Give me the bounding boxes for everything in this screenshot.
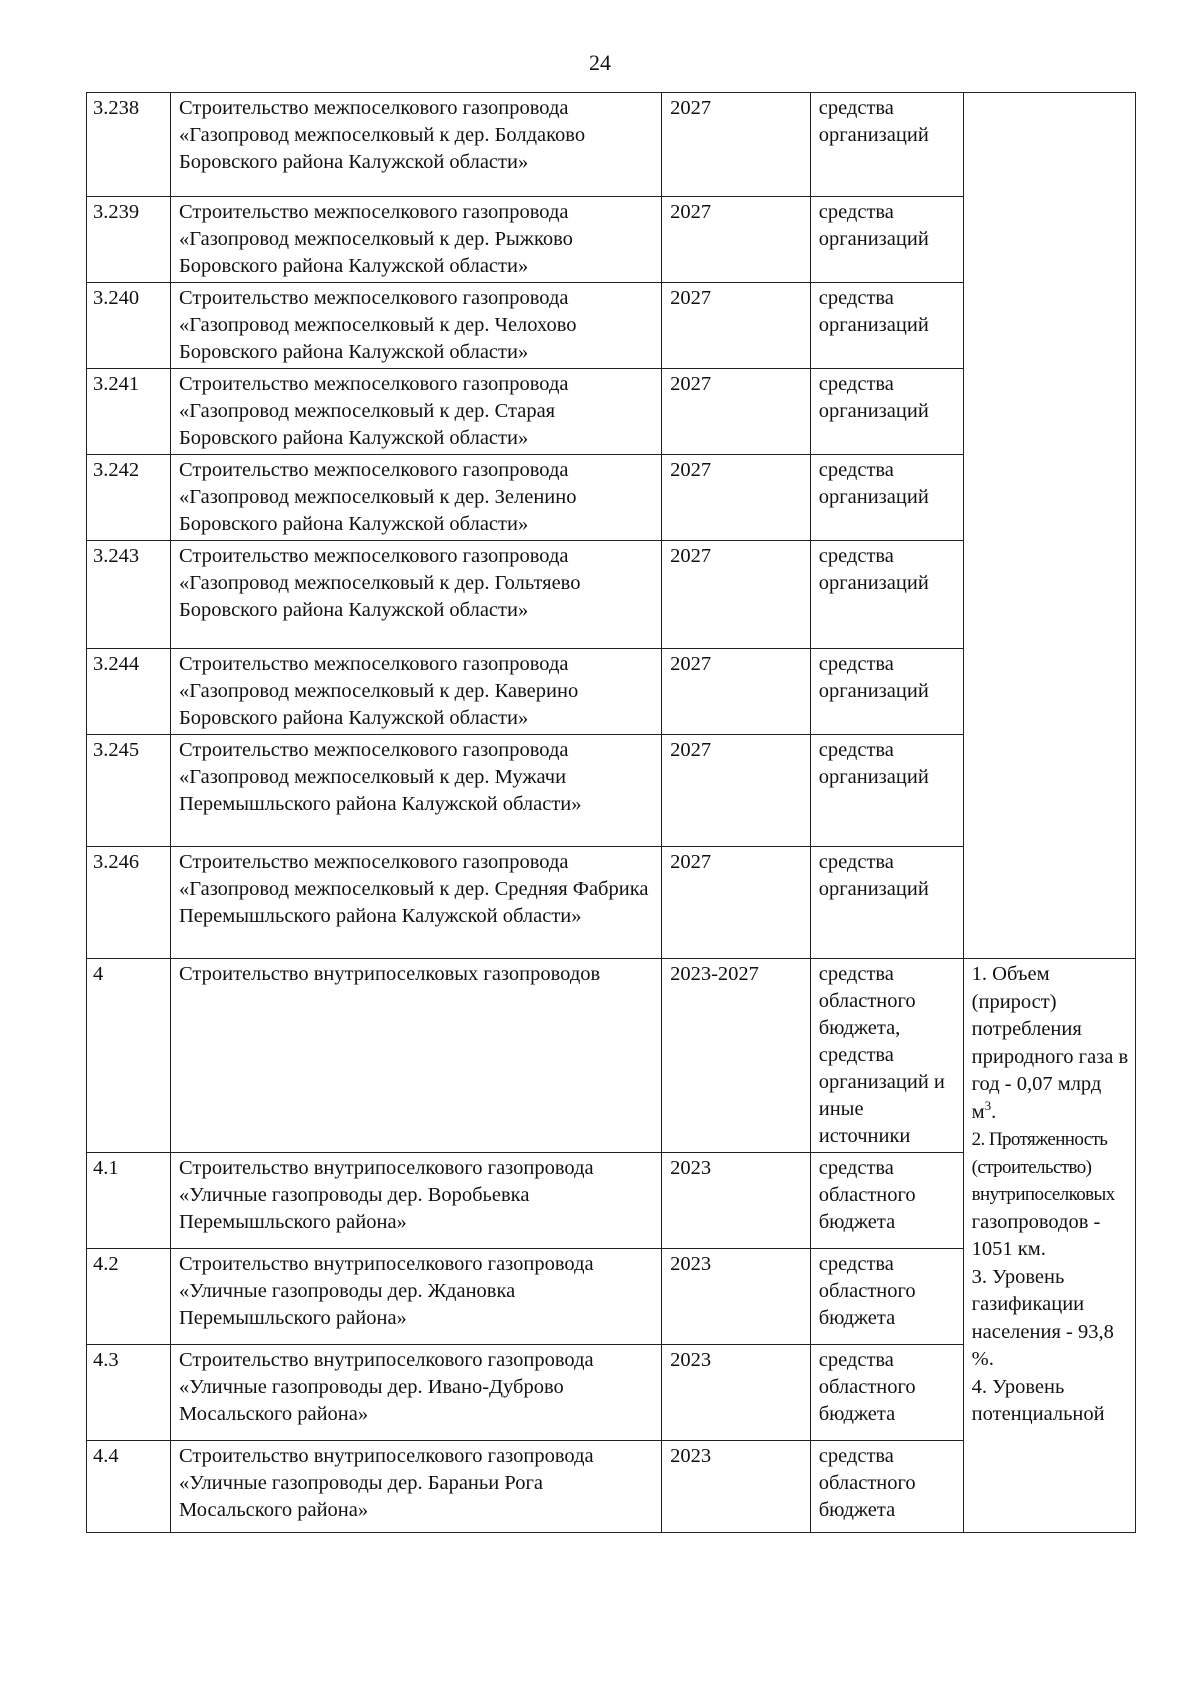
- item-number: 4.1: [87, 1153, 171, 1249]
- item-funding-source: средства организаций: [810, 197, 963, 283]
- item-number: 3.246: [87, 847, 171, 959]
- item-title: Строительство межпоселкового газопровода «Газопровод межпоселковый к дер. Мужачи Перемышльского района Калужской области»: [171, 735, 662, 847]
- item-number: 3.243: [87, 541, 171, 649]
- item-number: 4.2: [87, 1249, 171, 1345]
- item-title: Строительство внутрипоселкового газопровода «Уличные газопроводы дер. Ждановка Перемышльского района»: [171, 1249, 662, 1345]
- item-funding-source: средства областного бюджета: [810, 1249, 963, 1345]
- item-title: Строительство внутрипоселкового газопровода «Уличные газопроводы дер. Бараньи Рога Мосальского района»: [171, 1441, 662, 1533]
- item-number: 4: [87, 959, 171, 1153]
- item-funding-source: средства организаций: [810, 369, 963, 455]
- item-title: Строительство межпоселкового газопровода «Газопровод межпоселковый к дер. Гольтяево Боровского района Калужской области»: [171, 541, 662, 649]
- item-title: Строительство межпоселкового газопровода «Газопровод межпоселковый к дер. Старая Боровского района Калужской области»: [171, 369, 662, 455]
- item-funding-source: средства областного бюджета, средства организаций и иные источники: [810, 959, 963, 1153]
- item-number: 4.3: [87, 1345, 171, 1441]
- item-year: 2027: [662, 283, 811, 369]
- item-year: 2027: [662, 735, 811, 847]
- gas-pipeline-plan-table: [86, 92, 1136, 1533]
- item-number: 3.240: [87, 283, 171, 369]
- item-number: 3.242: [87, 455, 171, 541]
- indicator-2: 2. Протяженность (строительство) внутрипоселковых газопроводов - 1051 км.: [971, 1129, 1115, 1260]
- item-year: 2027: [662, 541, 811, 649]
- item-number: 3.238: [87, 93, 171, 197]
- item-title: Строительство межпоселкового газопровода «Газопровод межпоселковый к дер. Зеленино Боровского района Калужской области»: [171, 455, 662, 541]
- item-year: 2027: [662, 93, 811, 197]
- item-number: 3.244: [87, 649, 171, 735]
- item-title: Строительство межпоселкового газопровода «Газопровод межпоселковый к дер. Средняя Фабрика Перемышльского района Калужской области»: [171, 847, 662, 959]
- item-funding-source: средства областного бюджета: [810, 1441, 963, 1533]
- indicator-4: 4. Уровень потенциальной: [971, 1375, 1105, 1425]
- indicator-3: 3. Уровень газификации населения - 93,8 %.: [971, 1265, 1114, 1370]
- item-year: 2023-2027: [662, 959, 811, 1153]
- item-year: 2027: [662, 455, 811, 541]
- table-row: [87, 93, 1136, 197]
- item-funding-source: средства областного бюджета: [810, 1345, 963, 1441]
- indicator-1: 1. Объем (прирост) потребления природного газа в год - 0,07 млрд $м^3$.: [971, 963, 1129, 1123]
- item-funding-source: средства организаций: [810, 455, 963, 541]
- item-title: Строительство внутрипоселковых газопроводов: [171, 959, 662, 1153]
- item-funding-source: средства организаций: [810, 541, 963, 649]
- item-title: Строительство межпоселкового газопровода «Газопровод межпоселковый к дер. Каверино Боровского района Калужской области»: [171, 649, 662, 735]
- page-number: 24: [589, 50, 611, 75]
- item-funding-source: средства организаций: [810, 649, 963, 735]
- item-year: 2027: [662, 649, 811, 735]
- item-year: 2023: [662, 1249, 811, 1345]
- item-year: 2027: [662, 369, 811, 455]
- item-funding-source: средства организаций: [810, 735, 963, 847]
- item-year: 2023: [662, 1153, 811, 1249]
- item-number: 3.241: [87, 369, 171, 455]
- item-title: Строительство межпоселкового газопровода «Газопровод межпоселковый к дер. Рыжково Боровского района Калужской области»: [171, 197, 662, 283]
- item-year: 2027: [662, 197, 811, 283]
- item-number: 3.245: [87, 735, 171, 847]
- item-year: 2027: [662, 847, 811, 959]
- item-funding-source: средства организаций: [810, 847, 963, 959]
- item-funding-source: средства организаций: [810, 93, 963, 197]
- item-title: Строительство межпоселкового газопровода «Газопровод межпоселковый к дер. Болдаково Боровского района Калужской области»: [171, 93, 662, 197]
- item-number: 4.4: [87, 1441, 171, 1533]
- indicator-cell-empty: [963, 93, 1135, 959]
- item-title: Строительство межпоселкового газопровода «Газопровод межпоселковый к дер. Челохово Боровского района Калужской области»: [171, 283, 662, 369]
- item-title: Строительство внутрипоселкового газопровода «Уличные газопроводы дер. Воробьевка Перемышльского района»: [171, 1153, 662, 1249]
- item-number: 3.239: [87, 197, 171, 283]
- item-year: 2023: [662, 1441, 811, 1533]
- item-year: 2023: [662, 1345, 811, 1441]
- item-title: Строительство внутрипоселкового газопровода «Уличные газопроводы дер. Ивано-Дуброво Мосальского района»: [171, 1345, 662, 1441]
- item-funding-source: средства организаций: [810, 283, 963, 369]
- target-indicators: [963, 959, 1135, 1533]
- table-row: [87, 959, 1136, 1153]
- item-funding-source: средства областного бюджета: [810, 1153, 963, 1249]
